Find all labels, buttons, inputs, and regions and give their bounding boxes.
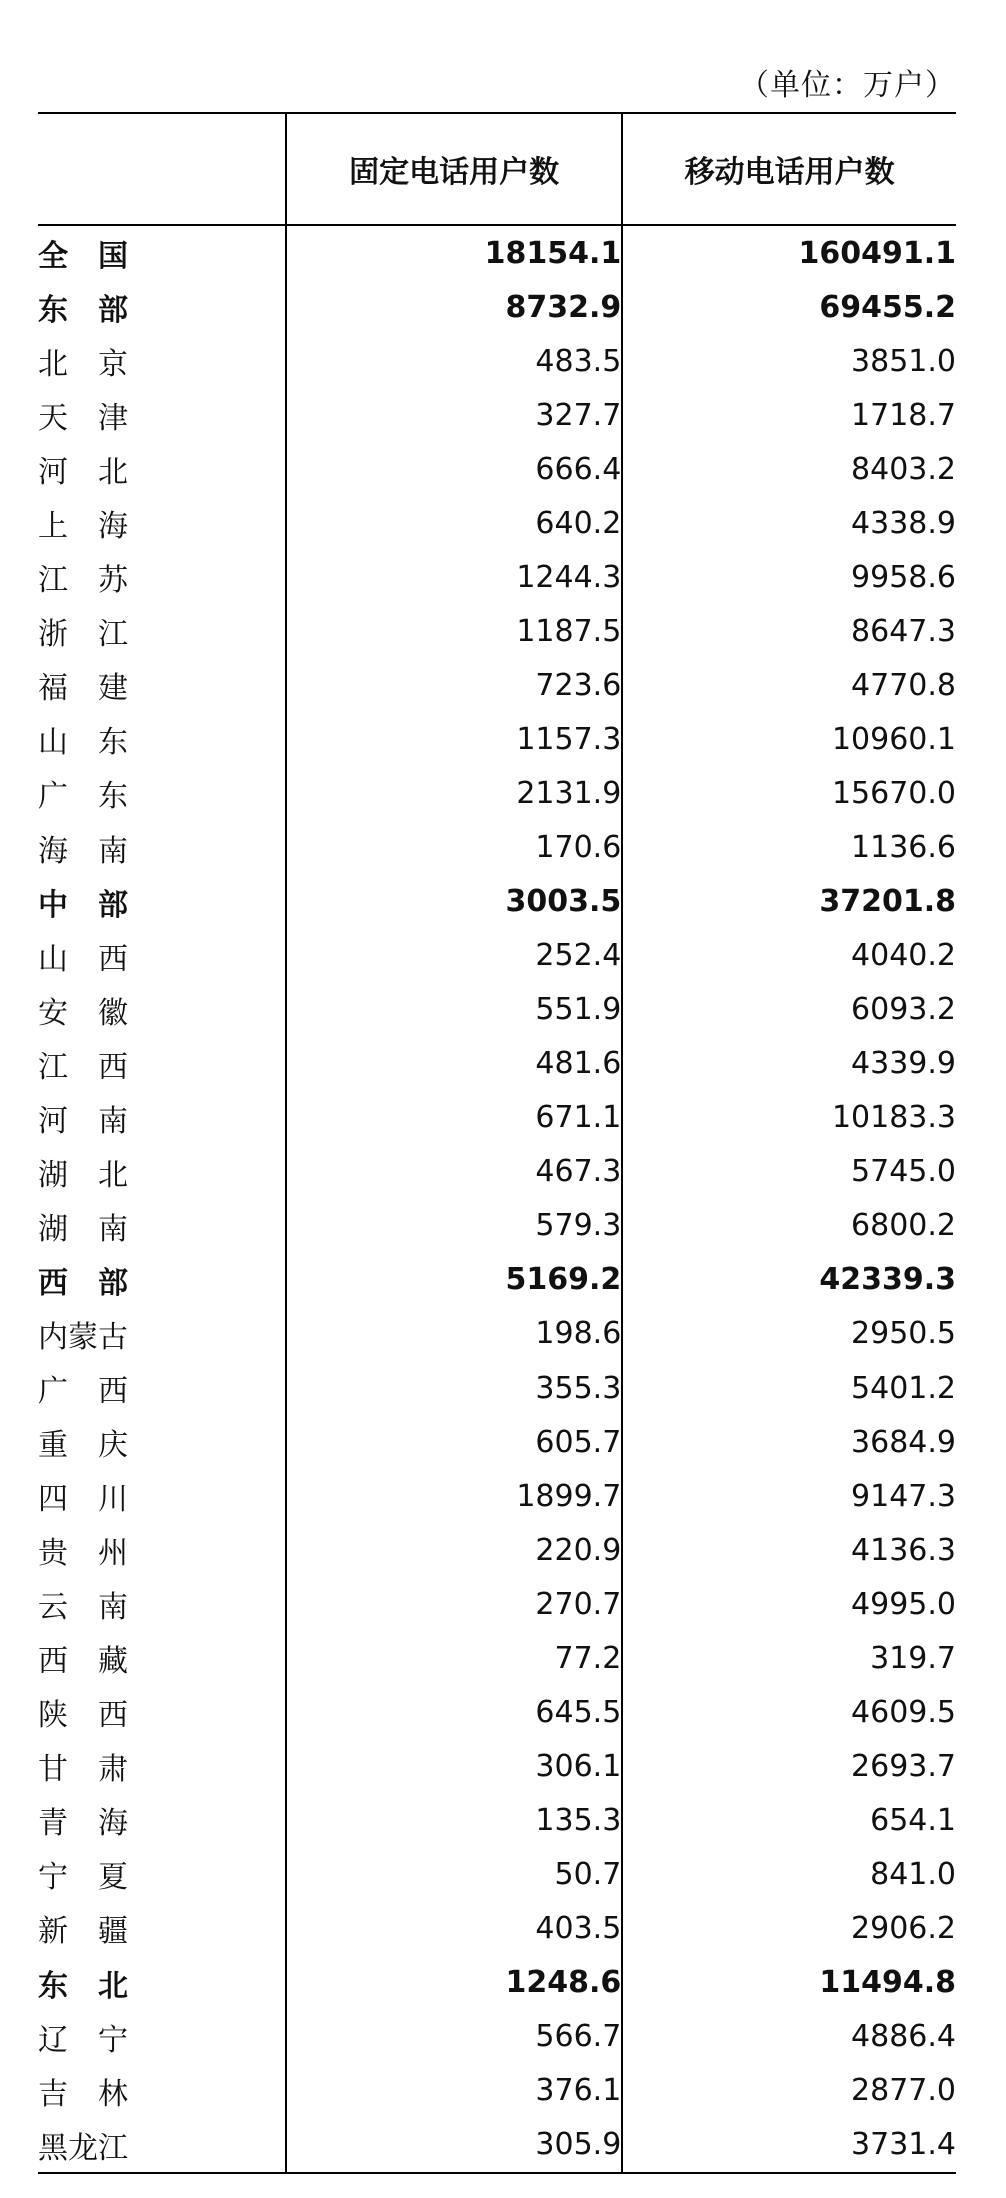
fixed-phone-users-cell: 355.3: [286, 1361, 622, 1415]
fixed-phone-users-cell: 666.4: [286, 442, 622, 496]
table-row: [38, 1469, 956, 1523]
mobile-phone-users-cell: 319.7: [622, 1631, 956, 1685]
table-row: [38, 766, 956, 820]
region-cell: 山 东: [38, 725, 128, 761]
fixed-phone-users-cell: 1899.7: [286, 1469, 622, 1523]
mobile-phone-users-cell: 4339.9: [622, 1037, 956, 1091]
region-cell: 江 西: [38, 1049, 128, 1085]
region-cell: 广 东: [38, 779, 128, 815]
region-cell: 中 部: [38, 887, 128, 923]
table-row: [38, 442, 956, 496]
mobile-phone-users-cell: 15670.0: [622, 766, 956, 820]
mobile-phone-users-cell: 5745.0: [622, 1145, 956, 1199]
region-cell: 山 西: [38, 941, 128, 977]
region-cell: 云 南: [38, 1590, 128, 1626]
fixed-phone-users-cell: 252.4: [286, 929, 622, 983]
mobile-phone-column-header: 移动电话用户数: [622, 113, 956, 225]
region-cell: 河 南: [38, 1103, 128, 1139]
fixed-phone-users-cell: 1187.5: [286, 604, 622, 658]
region-cell: 湖 南: [38, 1211, 128, 1247]
fixed-phone-users-cell: 579.3: [286, 1199, 622, 1253]
fixed-phone-users-cell: 135.3: [286, 1793, 622, 1847]
mobile-phone-users-cell: 2950.5: [622, 1307, 956, 1361]
fixed-phone-users-cell: 327.7: [286, 388, 622, 442]
region-cell: 甘 肃: [38, 1752, 128, 1788]
mobile-phone-users-cell: 841.0: [622, 1847, 956, 1901]
table-row: [38, 658, 956, 712]
region-cell: 四 川: [38, 1482, 128, 1518]
table-row: [38, 2118, 956, 2173]
fixed-phone-users-cell: 645.5: [286, 1685, 622, 1739]
table-row: [38, 1307, 956, 1361]
table-row: [38, 1361, 956, 1415]
table-row: [38, 821, 956, 875]
table-row: [38, 1901, 956, 1955]
table-row: [38, 1956, 956, 2010]
fixed-phone-column-header: 固定电话用户数: [286, 113, 622, 225]
mobile-phone-users-cell: 3684.9: [622, 1415, 956, 1469]
table-row: [38, 929, 956, 983]
table-row: [38, 280, 956, 334]
region-cell: 宁 夏: [38, 1860, 128, 1896]
mobile-phone-users-cell: 42339.3: [622, 1253, 956, 1307]
mobile-phone-users-cell: 1718.7: [622, 388, 956, 442]
mobile-phone-users-cell: 4770.8: [622, 658, 956, 712]
table-row: [38, 1037, 956, 1091]
region-cell: 新 疆: [38, 1914, 128, 1950]
fixed-phone-users-cell: 198.6: [286, 1307, 622, 1361]
region-cell: 上 海: [38, 509, 128, 545]
fixed-phone-users-cell: 605.7: [286, 1415, 622, 1469]
region-cell: 天 津: [38, 401, 128, 437]
mobile-phone-users-cell: 1136.6: [622, 821, 956, 875]
region-cell: 东 部: [38, 293, 128, 329]
mobile-phone-users-cell: 4040.2: [622, 929, 956, 983]
region-cell: 西 藏: [38, 1644, 128, 1680]
region-cell: 广 西: [38, 1374, 128, 1409]
table-row: [38, 1793, 956, 1847]
table-row: [38, 1577, 956, 1631]
mobile-phone-users-cell: 4995.0: [622, 1577, 956, 1631]
table-row: [38, 983, 956, 1037]
mobile-phone-users-cell: 10183.3: [622, 1091, 956, 1145]
table-row: [38, 1523, 956, 1577]
fixed-phone-users-cell: 220.9: [286, 1523, 622, 1577]
table-row: [38, 2064, 956, 2118]
table-body: [38, 225, 956, 2173]
table-row: [38, 1145, 956, 1199]
mobile-phone-users-cell: 2906.2: [622, 1901, 956, 1955]
region-column-header: [38, 113, 286, 225]
region-cell: 江 苏: [38, 563, 128, 599]
region-cell: 湖 北: [38, 1157, 128, 1193]
mobile-phone-users-cell: 8647.3: [622, 604, 956, 658]
mobile-phone-users-cell: 654.1: [622, 1793, 956, 1847]
region-cell: 河 北: [38, 455, 128, 491]
fixed-phone-users-cell: 3003.5: [286, 875, 622, 929]
mobile-phone-users-cell: 4338.9: [622, 496, 956, 550]
table-header-row: [38, 113, 956, 225]
region-cell: 青 海: [38, 1806, 128, 1842]
table-row: [38, 712, 956, 766]
table-row: [38, 1199, 956, 1253]
fixed-phone-users-cell: 1157.3: [286, 712, 622, 766]
region-cell: 东 北: [38, 1968, 128, 2004]
mobile-phone-users-cell: 3731.4: [622, 2118, 956, 2173]
table-row: [38, 496, 956, 550]
mobile-phone-users-cell: 9958.6: [622, 550, 956, 604]
fixed-phone-users-cell: 671.1: [286, 1091, 622, 1145]
unit-label: （单位：万户）: [739, 68, 956, 103]
fixed-phone-users-cell: 551.9: [286, 983, 622, 1037]
mobile-phone-users-cell: 5401.2: [622, 1361, 956, 1415]
mobile-phone-users-cell: 11494.8: [622, 1956, 956, 2010]
fixed-phone-users-cell: 483.5: [286, 334, 622, 388]
region-cell: 辽 宁: [38, 2022, 128, 2058]
mobile-phone-users-cell: 9147.3: [622, 1469, 956, 1523]
fixed-phone-users-cell: 306.1: [286, 1739, 622, 1793]
table-row: [38, 550, 956, 604]
fixed-phone-users-cell: 18154.1: [286, 225, 622, 280]
region-cell: 安 徽: [38, 995, 128, 1031]
fixed-phone-users-cell: 5169.2: [286, 1253, 622, 1307]
table-row: [38, 388, 956, 442]
region-cell: 重 庆: [38, 1428, 128, 1464]
table-row: [38, 1685, 956, 1739]
region-cell: 北 京: [38, 347, 128, 383]
fixed-phone-users-cell: 467.3: [286, 1145, 622, 1199]
mobile-phone-users-cell: 2693.7: [622, 1739, 956, 1793]
fixed-phone-users-cell: 723.6: [286, 658, 622, 712]
region-cell: 贵 州: [38, 1536, 128, 1572]
table-row: [38, 1091, 956, 1145]
fixed-phone-users-cell: 305.9: [286, 2118, 622, 2173]
region-cell: 陕 西: [38, 1698, 128, 1734]
mobile-phone-users-cell: 4609.5: [622, 1685, 956, 1739]
table-row: [38, 1631, 956, 1685]
fixed-phone-users-cell: 2131.9: [286, 766, 622, 820]
region-cell: 吉 林: [38, 2076, 128, 2112]
table-row: [38, 875, 956, 929]
region-cell: 全 国: [38, 239, 128, 275]
telephone-users-table: [38, 112, 956, 2174]
table-row: [38, 1253, 956, 1307]
table-row: [38, 1415, 956, 1469]
region-cell: 海 南: [38, 833, 128, 869]
fixed-phone-users-cell: 1248.6: [286, 1956, 622, 2010]
mobile-phone-users-cell: 6800.2: [622, 1199, 956, 1253]
table-row: [38, 1847, 956, 1901]
fixed-phone-users-cell: 376.1: [286, 2064, 622, 2118]
fixed-phone-users-cell: 8732.9: [286, 280, 622, 334]
mobile-phone-users-cell: 8403.2: [622, 442, 956, 496]
mobile-phone-users-cell: 4886.4: [622, 2010, 956, 2064]
mobile-phone-users-cell: 160491.1: [622, 225, 956, 280]
mobile-phone-users-cell: 2877.0: [622, 2064, 956, 2118]
fixed-phone-users-cell: 1244.3: [286, 550, 622, 604]
mobile-phone-users-cell: 4136.3: [622, 1523, 956, 1577]
fixed-phone-users-cell: 640.2: [286, 496, 622, 550]
mobile-phone-users-cell: 37201.8: [622, 875, 956, 929]
table-row: [38, 225, 956, 280]
fixed-phone-users-cell: 170.6: [286, 821, 622, 875]
table-row: [38, 2010, 956, 2064]
fixed-phone-users-cell: 481.6: [286, 1037, 622, 1091]
region-cell: 浙 江: [38, 617, 128, 653]
region-cell: 黑龙江: [38, 2130, 128, 2166]
region-cell: 内蒙古: [38, 1319, 128, 1355]
mobile-phone-users-cell: 6093.2: [622, 983, 956, 1037]
fixed-phone-users-cell: 50.7: [286, 1847, 622, 1901]
mobile-phone-users-cell: 3851.0: [622, 334, 956, 388]
table-row: [38, 1739, 956, 1793]
region-cell: 西 部: [38, 1265, 128, 1301]
mobile-phone-users-cell: 69455.2: [622, 280, 956, 334]
mobile-phone-users-cell: 10960.1: [622, 712, 956, 766]
table-row: [38, 334, 956, 388]
fixed-phone-users-cell: 403.5: [286, 1901, 622, 1955]
fixed-phone-users-cell: 77.2: [286, 1631, 622, 1685]
region-cell: 福 建: [38, 671, 128, 707]
fixed-phone-users-cell: 270.7: [286, 1577, 622, 1631]
table-row: [38, 604, 956, 658]
fixed-phone-users-cell: 566.7: [286, 2010, 622, 2064]
